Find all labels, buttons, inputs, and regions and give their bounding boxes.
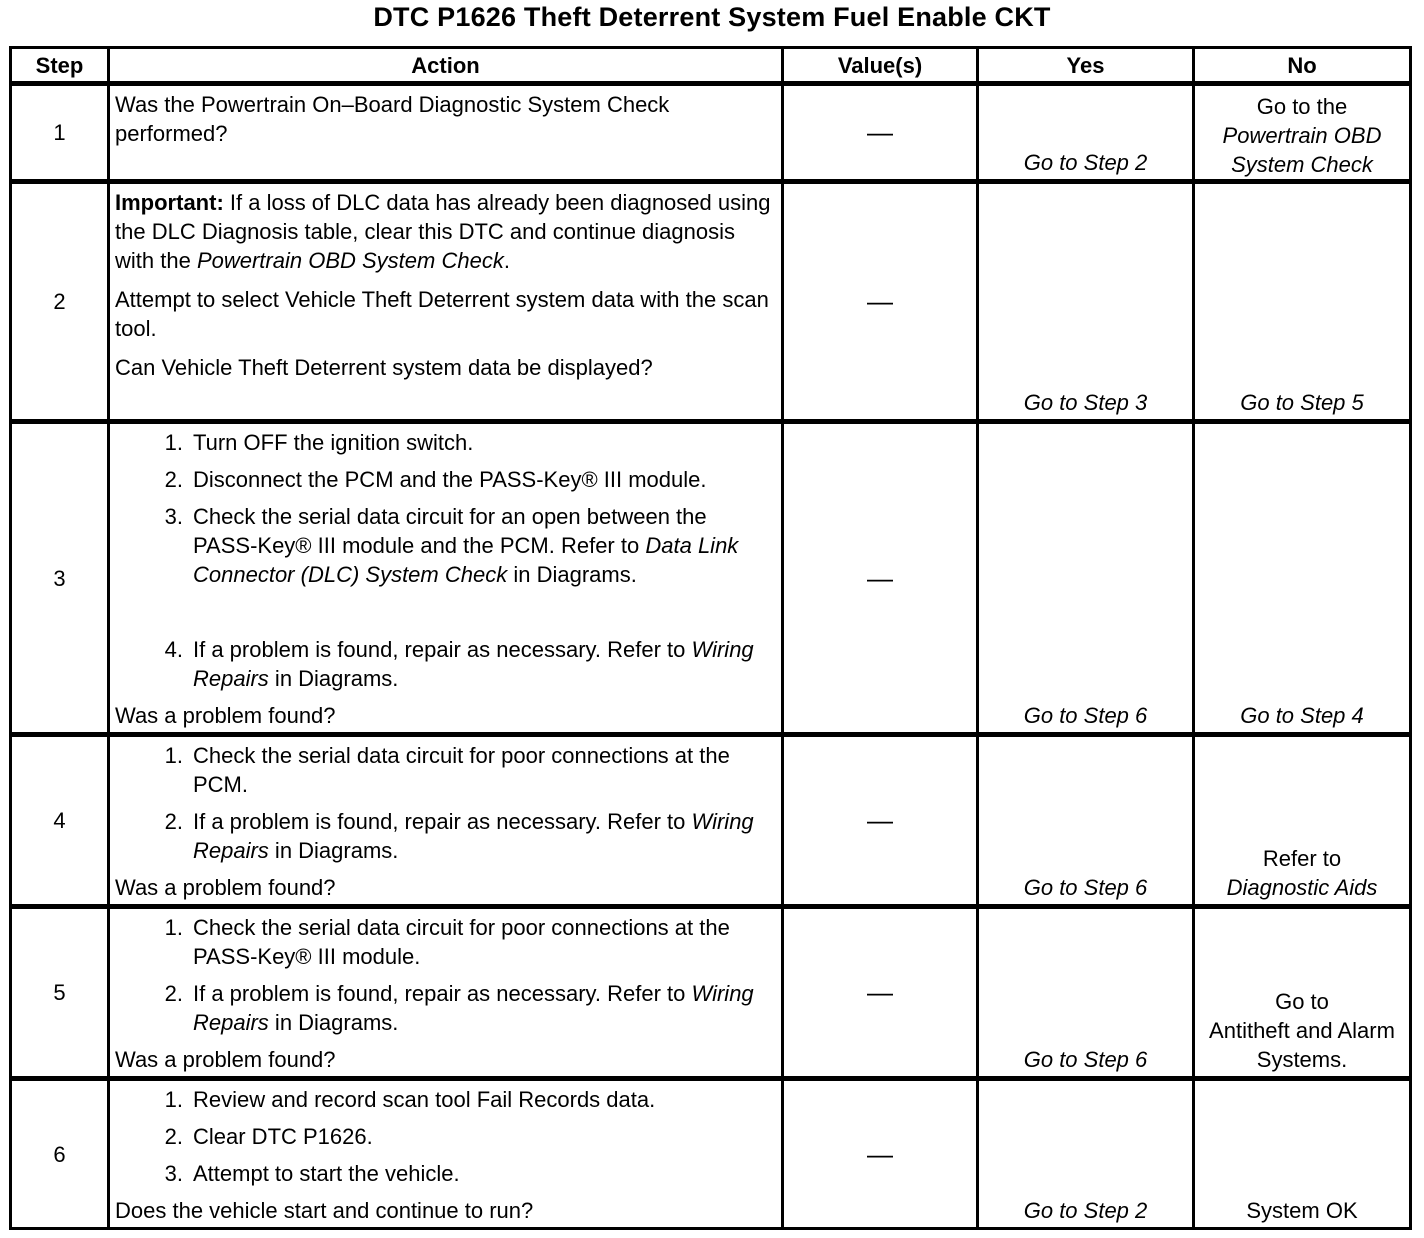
list-item [115,428,775,457]
header-yes: Yes [978,48,1194,84]
value-cell: — [783,182,978,422]
no-cell [1194,907,1411,1079]
item-text: Check the serial data circuit for poor connections at the PASS-Key® III module. [193,915,730,969]
action-list [115,913,775,1037]
diagnostic-table [9,46,1412,1230]
item-reference: Wiring Repairs [193,637,754,691]
list-item [115,502,775,589]
item-number: 2. [164,809,183,834]
header-no: No [1194,48,1411,84]
no-result: Go to the [1256,94,1348,119]
item-reference: Wiring Repairs [193,809,754,863]
value-cell: — [783,1079,978,1229]
header-step: Step [11,48,109,84]
value-cell: — [783,735,978,907]
list-item [115,635,775,693]
item-number: 2. [164,1124,183,1149]
step-number: 3 [11,422,109,735]
yes-result: Go to Step 2 [1023,1198,1148,1223]
yes-cell [978,182,1194,422]
important-end: . [503,248,510,273]
header-action: Action [109,48,783,84]
action-question: Was the Powertrain On–Board Diagnostic System Check performed? [115,92,670,146]
item-text-main: If a problem is found, repair as necessary. Refer to [193,981,686,1006]
yes-result: Go to Step 3 [1023,390,1148,415]
yes-result: Go to Step 6 [1023,1047,1148,1072]
action-paragraph: Attempt to select Vehicle Theft Deterrent system data with the scan tool. [115,287,769,341]
action-question: Was a problem found? [115,1047,336,1072]
no-result: System OK [1246,1198,1358,1223]
no-result-group [1195,844,1409,902]
item-text-end: in Diagrams. [268,666,399,691]
action-cell [109,907,783,1079]
yes-result: Go to Step 6 [1023,875,1148,900]
action-question: Was a problem found? [115,875,336,900]
value-cell: — [783,907,978,1079]
step-number: 2 [11,182,109,422]
list-item [115,741,775,799]
no-result: Go to Step 4 [1240,703,1364,728]
item-text [193,979,775,1037]
item-text [193,807,775,865]
yes-result: Go to Step 6 [1023,703,1148,728]
table-row [11,735,1411,907]
header-values: Value(s) [783,48,978,84]
yes-cell [978,1079,1194,1229]
item-text: Turn OFF the ignition switch. [193,430,474,455]
yes-cell [978,907,1194,1079]
important-note [115,188,775,275]
item-number: 1. [164,915,183,940]
step-number: 5 [11,907,109,1079]
important-label: Important: [115,190,224,215]
list-item [115,807,775,865]
item-number: 2. [164,981,183,1006]
step-number: 4 [11,735,109,907]
action-cell [109,735,783,907]
item-text-end: in Diagrams. [268,838,399,863]
no-reference: Diagnostic Aids [1226,875,1378,900]
no-cell [1194,422,1411,735]
no-result: Refer to [1262,846,1342,871]
item-text: Disconnect the PCM and the PASS-Key® III module. [193,467,707,492]
item-text-main: If a problem is found, repair as necessary. Refer to [193,809,686,834]
action-cell [109,84,783,182]
value-cell: — [783,422,978,735]
action-cell [109,182,783,422]
yes-result: Go to Step 2 [1023,150,1148,175]
action-cell [109,422,783,735]
yes-cell [978,422,1194,735]
item-number: 4. [164,637,183,662]
header-row [11,48,1411,84]
no-reference: Powertrain OBD System Check [1222,123,1382,177]
value-cell: — [783,84,978,182]
list-item [115,913,775,971]
item-reference: Data Link Connector (DLC) System Check [193,533,739,587]
list-item [115,979,775,1037]
list-item [115,1122,775,1151]
item-text-main: If a problem is found, repair as necessary. Refer to [193,637,686,662]
yes-cell [978,84,1194,182]
step-number: 6 [11,1079,109,1229]
no-result-group [1195,987,1409,1074]
action-list [115,741,775,865]
important-reference: Powertrain OBD System Check [196,248,504,273]
action-list [115,1085,775,1188]
no-cell [1194,84,1411,182]
item-number: 3. [164,1161,183,1186]
no-reference: Antitheft and Alarm Systems. [1209,1018,1395,1072]
no-result: Go to Step 5 [1240,390,1364,415]
item-text: Attempt to start the vehicle. [193,1161,460,1186]
item-text-end: in Diagrams. [268,1010,399,1035]
item-text: Review and record scan tool Fail Records data. [193,1087,656,1112]
item-number: 1. [164,743,183,768]
action-list [115,428,775,693]
table-row [11,84,1411,182]
item-number: 3. [164,504,183,529]
action-question: Does the vehicle start and continue to run? [115,1198,534,1223]
item-text-end: in Diagrams. [507,562,637,587]
no-result: Go to [1275,989,1329,1014]
item-number: 2. [164,467,183,492]
action-question: Can Vehicle Theft Deterrent system data be displayed? [115,355,653,380]
item-text: Check the serial data circuit for poor connections at the PCM. [193,743,730,797]
list-item [115,1159,775,1188]
item-reference: Wiring Repairs [193,981,754,1035]
yes-cell [978,735,1194,907]
action-cell [109,1079,783,1229]
item-number: 1. [164,1087,183,1112]
document-title: DTC P1626 Theft Deterrent System Fuel Enable CKT [373,2,1051,32]
item-text [193,635,775,693]
no-cell [1194,182,1411,422]
table-row [11,907,1411,1079]
table-row [11,1079,1411,1229]
action-question: Was a problem found? [115,703,336,728]
item-text: Clear DTC P1626. [193,1124,373,1149]
list-item [115,1085,775,1114]
no-cell [1194,735,1411,907]
item-number: 1. [164,430,183,455]
no-cell [1194,1079,1411,1229]
table-row [11,182,1411,422]
item-text-main: Check the serial data circuit for an open between the PASS-Key® III module and the PCM. Refer to [193,504,707,558]
table-row [11,422,1411,735]
step-number: 1 [11,84,109,182]
list-item [115,465,775,494]
spacer [115,597,775,627]
item-text [193,502,775,589]
important-text: If a loss of DLC data has already been diagnosed using the DLC Diagnosis table, clear this DTC and continue diagnosis with the [115,190,771,273]
